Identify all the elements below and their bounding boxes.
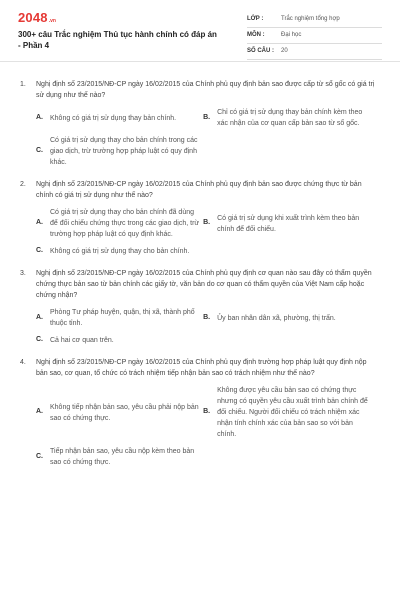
option-text: Không có giá trị sử dụng thay bản chính. bbox=[50, 114, 177, 122]
option-text: Ủy ban nhân dân xã, phường, thị trấn. bbox=[217, 314, 336, 322]
option-a[interactable] bbox=[36, 385, 203, 440]
question-stem bbox=[20, 179, 376, 201]
option-letter: C. bbox=[36, 147, 43, 155]
option-row bbox=[20, 335, 376, 346]
option-letter: B. bbox=[203, 219, 211, 227]
question-stem bbox=[20, 268, 376, 301]
option-letter: A. bbox=[36, 408, 43, 416]
option-row bbox=[20, 246, 376, 257]
question-text: Nghị định số 23/2015/NĐ-CP ngày 16/02/2015 của Chính phủ quy định bản sao được cấp từ sổ gốc có giá trị sử dụng như thế nào? bbox=[36, 81, 375, 99]
option-letter: A. bbox=[36, 313, 43, 321]
question-4 bbox=[20, 357, 376, 468]
option-text: Không được yêu cầu bản sao có chứng thực nhưng có quyền yêu cầu xuất trình bản chính để đối chiếu. Người đối chiếu có trách nhiệm xác nhận tính chính xác của bản sao so với bản chính. bbox=[217, 387, 368, 438]
option-c[interactable] bbox=[36, 446, 210, 468]
option-letter: B. bbox=[203, 113, 211, 121]
question-text: Nghị định số 23/2015/NĐ-CP ngày 16/02/2015 của Chính phủ quy định bản sao được chứng thực từ bản chính có giá trị sử dụng như thế nào? bbox=[36, 181, 362, 199]
meta-value: Trắc nghiệm tổng hợp bbox=[281, 16, 340, 22]
meta-key: SỐ CÂU : bbox=[247, 48, 274, 54]
meta-row-class bbox=[247, 12, 382, 28]
option-letter: C. bbox=[36, 336, 43, 344]
question-text: Nghị định số 23/2015/NĐ-CP ngày 16/02/2015 của Chính phủ quy định trường hợp pháp luật quy định nộp bản sao, cơ quan, tổ chức có trách nhiệm tiếp nhận bản sao có trách nhiệm như thế nào? bbox=[36, 359, 367, 377]
document-header bbox=[0, 0, 400, 62]
brand-name: 2048 bbox=[18, 10, 48, 25]
option-letter: B. bbox=[203, 408, 211, 416]
option-row bbox=[20, 107, 376, 129]
option-letter: C. bbox=[36, 247, 43, 255]
option-letter: C. bbox=[36, 452, 43, 460]
meta-key: LỚP : bbox=[247, 16, 264, 22]
option-b[interactable] bbox=[203, 307, 376, 329]
option-b[interactable] bbox=[203, 385, 376, 440]
option-text: Tiếp nhận bản sao, yêu cầu nộp kèm theo bản sao có chứng thực. bbox=[50, 448, 195, 466]
question-3 bbox=[20, 268, 376, 346]
option-b[interactable] bbox=[203, 207, 376, 240]
question-text: Nghị định số 23/2015/NĐ-CP ngày 16/02/2015 của Chính phủ quy định cơ quan nào sau đây có thẩm quyền chứng thực bản sao từ bản chính các giấy tờ, văn bản do cơ quan có thẩm quyền của Việt Nam cấp hoặc chứng nhận? bbox=[36, 270, 372, 299]
option-b[interactable] bbox=[203, 107, 376, 129]
brand-logo[interactable] bbox=[18, 11, 56, 25]
option-c[interactable] bbox=[36, 135, 210, 168]
meta-value: 20 bbox=[281, 48, 288, 54]
option-text: Cả hai cơ quan trên. bbox=[50, 337, 114, 344]
brand-suffix: .vn bbox=[48, 18, 56, 24]
meta-key: MÔN : bbox=[247, 32, 265, 38]
option-text: Không có giá trị sử dụng thay cho bản chính. bbox=[50, 248, 190, 255]
option-row bbox=[20, 207, 376, 240]
meta-table bbox=[247, 12, 382, 60]
question-stem bbox=[20, 357, 376, 379]
option-text: Có giá trị sử dụng thay cho bản chính trong các giao dịch, trừ trường hợp pháp luật có quy định khác. bbox=[50, 137, 198, 166]
option-c[interactable] bbox=[36, 335, 210, 346]
option-letter: A. bbox=[36, 113, 43, 121]
option-row bbox=[20, 446, 376, 468]
option-a[interactable] bbox=[36, 307, 203, 329]
question-number: 3. bbox=[20, 270, 26, 277]
option-text: Chỉ có giá trị sử dụng thay bản chính kèm theo xác nhận của cơ quan cấp bản sao từ sổ gốc. bbox=[217, 109, 363, 127]
meta-row-count bbox=[247, 44, 382, 60]
option-row bbox=[20, 307, 376, 329]
option-text: Phòng Tư pháp huyện, quận, thị xã, thành phố thuộc tỉnh. bbox=[50, 309, 195, 327]
question-number: 4. bbox=[20, 359, 26, 366]
option-text: Có giá trị sử dụng khi xuất trình kèm theo bản chính để đối chiếu. bbox=[217, 214, 360, 233]
option-letter: B. bbox=[203, 313, 211, 321]
meta-row-subject bbox=[247, 28, 382, 44]
meta-value: Đại học bbox=[281, 32, 302, 38]
question-1 bbox=[20, 79, 376, 168]
option-row bbox=[20, 135, 376, 168]
option-c[interactable] bbox=[36, 246, 210, 257]
question-2 bbox=[20, 179, 376, 257]
document-title: 300+ câu Trắc nghiệm Thủ tục hành chính có đáp án - Phần 4 bbox=[18, 30, 217, 50]
question-list bbox=[0, 62, 400, 468]
option-row bbox=[20, 385, 376, 440]
option-a[interactable] bbox=[36, 207, 203, 240]
question-number: 1. bbox=[20, 81, 26, 88]
option-a[interactable] bbox=[36, 107, 203, 129]
option-text: Có giá trị sử dụng thay cho bản chính đã dùng để đối chiếu chứng thực trong các giao dịch, trừ trường hợp pháp luật có quy định khác. bbox=[50, 209, 200, 238]
question-stem bbox=[20, 79, 376, 101]
question-number: 2. bbox=[20, 181, 26, 188]
option-text: Không tiếp nhận bản sao, yêu cầu phải nộp bản sao có chứng thực. bbox=[50, 403, 199, 422]
option-letter: A. bbox=[36, 219, 43, 227]
